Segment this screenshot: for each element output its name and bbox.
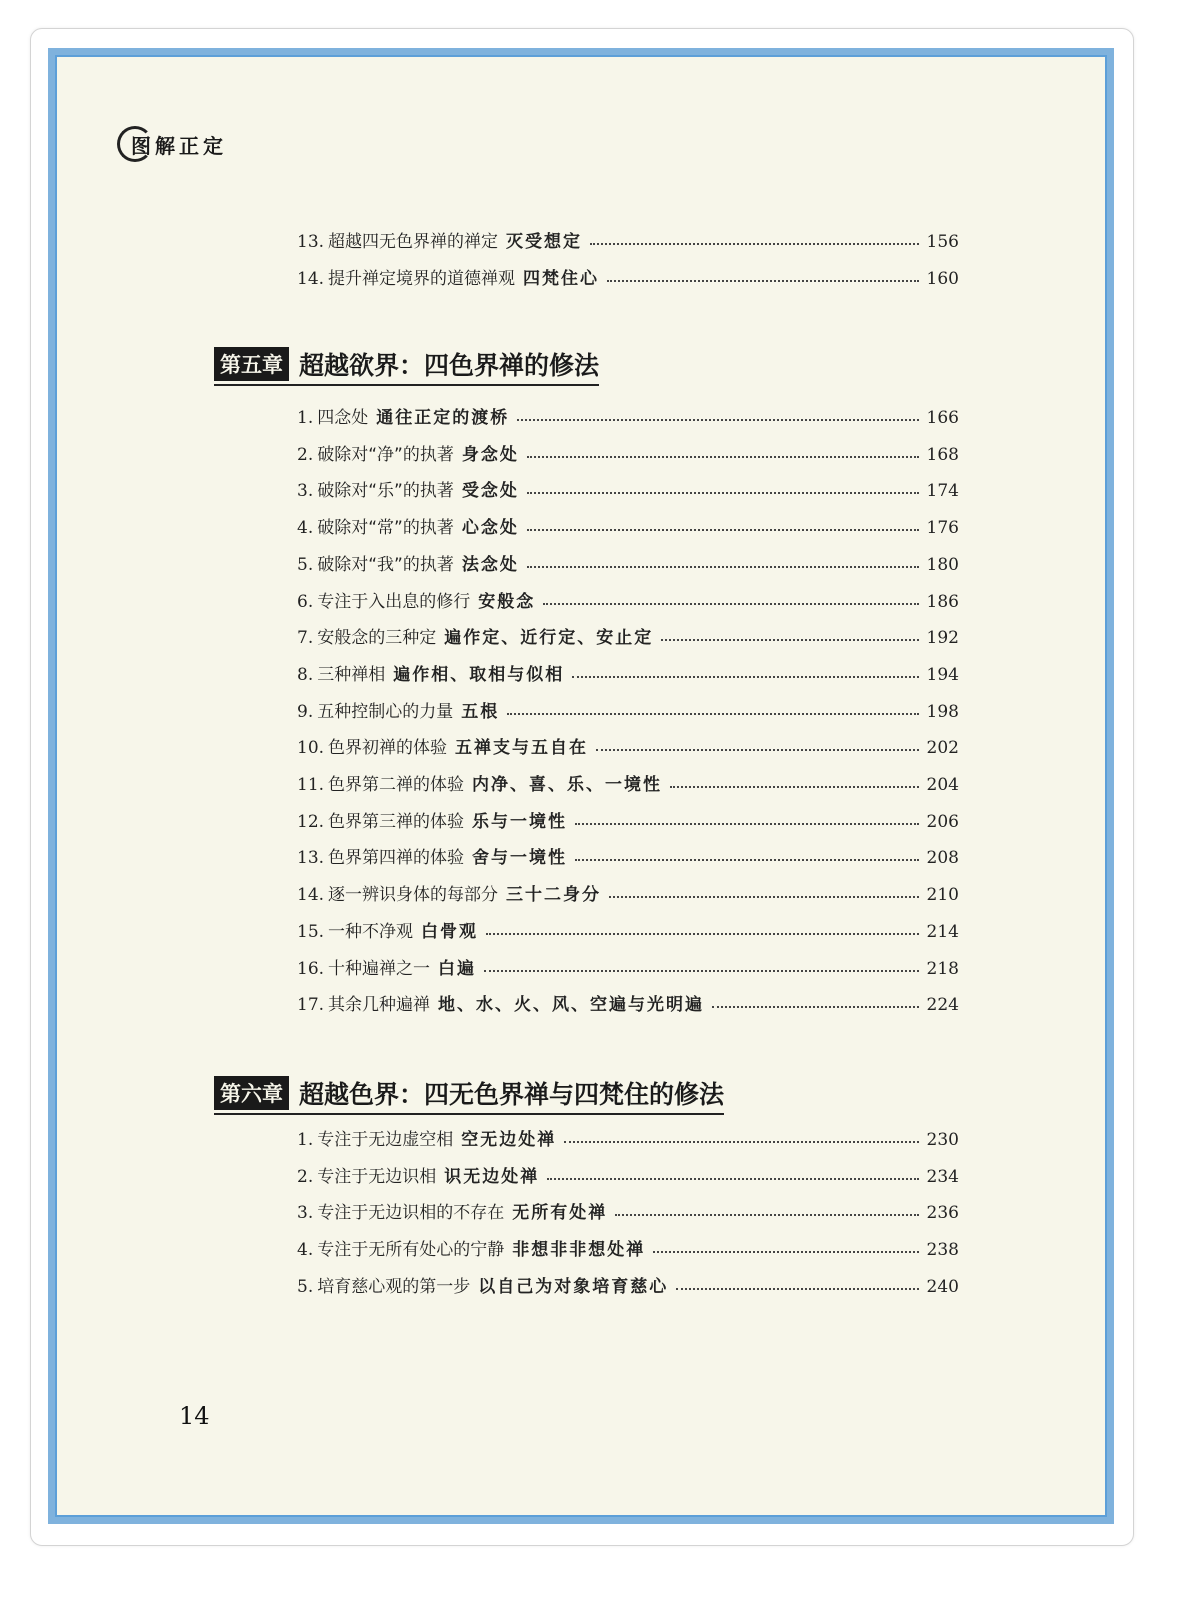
toc-entry (297, 515, 959, 541)
toc-entry (297, 1164, 959, 1190)
toc-entry (297, 266, 959, 292)
entry-page: 192 (926, 628, 959, 649)
entry-title: 安般念的三种定 (317, 628, 437, 649)
entry-title: 色界第四禅的体验 (328, 848, 465, 869)
leader-dots (712, 1006, 919, 1008)
chapter-tag: 第五章 (214, 347, 289, 381)
toc-entry (297, 1274, 959, 1300)
entry-title: 色界初禅的体验 (328, 738, 448, 759)
leader-dots (676, 1288, 918, 1290)
leader-dots (527, 529, 919, 531)
leader-dots (575, 823, 919, 825)
toc-entry (297, 662, 959, 688)
toc-entry (297, 845, 959, 871)
entry-page: 206 (926, 811, 959, 832)
entry-title: 五种控制心的力量 (317, 701, 454, 722)
entry-number: 13. (297, 848, 325, 869)
leader-dots (670, 786, 919, 788)
leader-dots (661, 639, 918, 641)
entry-number: 15. (297, 921, 325, 942)
toc-entry (297, 882, 959, 908)
entry-subtitle: 四梵住心 (523, 269, 600, 289)
toc-entry (297, 442, 959, 468)
toc-entry (297, 1127, 959, 1153)
toc-entry (297, 809, 959, 835)
entry-page: 240 (926, 1276, 959, 1297)
entry-subtitle: 身念处 (461, 444, 519, 465)
toc-entry (297, 992, 959, 1018)
entry-subtitle: 法念处 (461, 554, 519, 575)
entry-subtitle: 乐与一境性 (472, 811, 568, 832)
entry-number: 3. (297, 481, 314, 502)
entry-title: 色界第三禅的体验 (328, 811, 465, 832)
chapter-title: 超越欲界：四色界禅的修法 (299, 351, 600, 380)
entry-subtitle: 白骨观 (421, 921, 479, 942)
entry-number: 14. (297, 885, 325, 906)
entry-number: 2. (297, 444, 314, 465)
entry-number: 6. (297, 591, 314, 612)
entry-number: 8. (297, 664, 314, 685)
leader-dots (572, 676, 918, 678)
chapter-heading (214, 1075, 724, 1115)
leader-dots (564, 1141, 918, 1143)
toc-entry (297, 229, 959, 255)
entry-subtitle: 内净、喜、乐、一境性 (472, 775, 663, 795)
entry-subtitle: 安般念 (478, 591, 536, 612)
leader-dots (653, 1251, 918, 1253)
entry-subtitle: 空无边处禅 (461, 1130, 557, 1150)
entry-page: 156 (926, 232, 959, 252)
leader-dots (527, 566, 919, 568)
entry-page: 180 (926, 554, 959, 575)
entry-subtitle: 以自己为对象培育慈心 (478, 1276, 669, 1297)
entry-title: 专注于无所有处心的宁静 (317, 1240, 505, 1261)
leader-dots (615, 1214, 918, 1216)
entry-number: 5. (297, 1276, 314, 1297)
entry-page: 186 (926, 591, 959, 612)
entry-title: 三种禅相 (317, 664, 386, 685)
entry-page: 166 (926, 408, 959, 428)
leader-dots (596, 749, 919, 751)
leader-dots (507, 713, 918, 715)
entry-number: 1. (297, 408, 314, 428)
toc-entry (297, 735, 959, 761)
entry-page: 202 (926, 738, 959, 759)
entry-title: 破除对“净”的执著 (317, 444, 454, 465)
entry-title: 专注于无边虚空相 (317, 1130, 454, 1150)
entry-page: 238 (926, 1240, 959, 1261)
entry-number: 13. (297, 232, 325, 252)
page-number: 14 (179, 1402, 210, 1430)
leader-dots (527, 456, 919, 458)
entry-title: 破除对“乐”的执著 (317, 481, 454, 502)
toc-entry (297, 625, 959, 651)
entry-number: 4. (297, 1240, 314, 1261)
chapter-tag: 第六章 (214, 1076, 289, 1110)
entry-number: 4. (297, 518, 314, 539)
leader-dots (527, 492, 919, 494)
entry-subtitle: 无所有处禅 (512, 1203, 608, 1224)
toc-entry (297, 589, 959, 615)
leader-dots (590, 243, 919, 245)
entry-subtitle: 五根 (461, 701, 500, 722)
leader-dots (543, 603, 918, 605)
entry-number: 10. (297, 738, 325, 759)
entry-page: 204 (926, 775, 959, 795)
leader-dots (484, 970, 919, 972)
toc-entry (297, 699, 959, 725)
entry-page: 168 (926, 444, 959, 465)
entry-title: 一种不净观 (328, 921, 414, 942)
entry-title: 专注于无边识相 (317, 1166, 437, 1187)
entry-title: 逐一辨识身体的每部分 (328, 885, 499, 906)
entry-title: 四念处 (317, 408, 369, 428)
toc-entry (297, 919, 959, 945)
entry-subtitle: 三十二身分 (506, 885, 602, 906)
chapter-title: 超越色界：四无色界禅与四梵住的修法 (299, 1080, 725, 1109)
entry-subtitle: 受念处 (461, 481, 519, 502)
entry-title: 专注于入出息的修行 (317, 591, 471, 612)
entry-number: 1. (297, 1130, 314, 1150)
entry-title: 破除对“我”的执著 (317, 554, 454, 575)
toc-entry (297, 552, 959, 578)
entry-number: 17. (297, 995, 325, 1016)
toc-entry (297, 956, 959, 982)
entry-title: 十种遍禅之一 (328, 958, 431, 979)
toc-entry (297, 478, 959, 504)
entry-number: 5. (297, 554, 314, 575)
entry-page: 210 (926, 885, 959, 906)
leader-dots (609, 896, 919, 898)
entry-title: 破除对“常”的执著 (317, 518, 454, 539)
running-header (117, 119, 227, 169)
entry-title: 超越四无色界禅的禅定 (328, 232, 499, 252)
entry-subtitle: 五禅支与五自在 (455, 738, 589, 759)
entry-page: 234 (926, 1166, 959, 1187)
leader-dots (486, 933, 919, 935)
entry-page: 208 (926, 848, 959, 869)
entry-subtitle: 识无边处禅 (444, 1166, 540, 1187)
leader-dots (575, 859, 919, 861)
leader-dots (607, 280, 919, 282)
entry-subtitle: 心念处 (461, 518, 519, 539)
entry-subtitle: 遍作定、近行定、安止定 (444, 628, 654, 649)
entry-page: 224 (926, 995, 959, 1016)
entry-number: 7. (297, 628, 314, 649)
entry-title: 色界第二禅的体验 (328, 775, 465, 795)
entry-page: 218 (926, 958, 959, 979)
entry-page: 160 (926, 269, 959, 289)
leader-dots (547, 1178, 918, 1180)
entry-page: 230 (926, 1130, 959, 1150)
entry-subtitle: 地、水、火、风、空遍与光明遍 (438, 995, 705, 1016)
entry-number: 11. (297, 775, 325, 795)
entry-subtitle: 白遍 (438, 958, 477, 979)
entry-page: 236 (926, 1203, 959, 1224)
book-page (55, 55, 1107, 1517)
toc-entry (297, 1200, 959, 1226)
entry-page: 176 (926, 518, 959, 539)
entry-page: 174 (926, 481, 959, 502)
entry-subtitle: 灭受想定 (506, 232, 583, 252)
entry-subtitle: 通往正定的渡桥 (376, 408, 510, 428)
chapter-heading (214, 346, 599, 386)
entry-page: 198 (926, 701, 959, 722)
entry-number: 2. (297, 1166, 314, 1187)
entry-page: 214 (926, 921, 959, 942)
entry-title: 培育慈心观的第一步 (317, 1276, 471, 1297)
toc-entry (297, 772, 959, 798)
entry-number: 14. (297, 269, 325, 289)
entry-title: 专注于无边识相的不存在 (317, 1203, 505, 1224)
entry-number: 12. (297, 811, 325, 832)
entry-title: 其余几种遍禅 (328, 995, 431, 1016)
leader-dots (517, 419, 918, 421)
entry-title: 提升禅定境界的道德禅观 (328, 269, 516, 289)
header-title: 图解正定 (131, 133, 227, 158)
entry-page: 194 (926, 664, 959, 685)
toc-entry (297, 1237, 959, 1263)
entry-subtitle: 舍与一境性 (472, 848, 568, 869)
entry-number: 3. (297, 1203, 314, 1224)
entry-number: 16. (297, 958, 325, 979)
toc-entry (297, 405, 959, 431)
entry-number: 9. (297, 701, 314, 722)
entry-subtitle: 非想非非想处禅 (512, 1240, 646, 1261)
entry-subtitle: 遍作相、取相与似相 (393, 664, 565, 685)
